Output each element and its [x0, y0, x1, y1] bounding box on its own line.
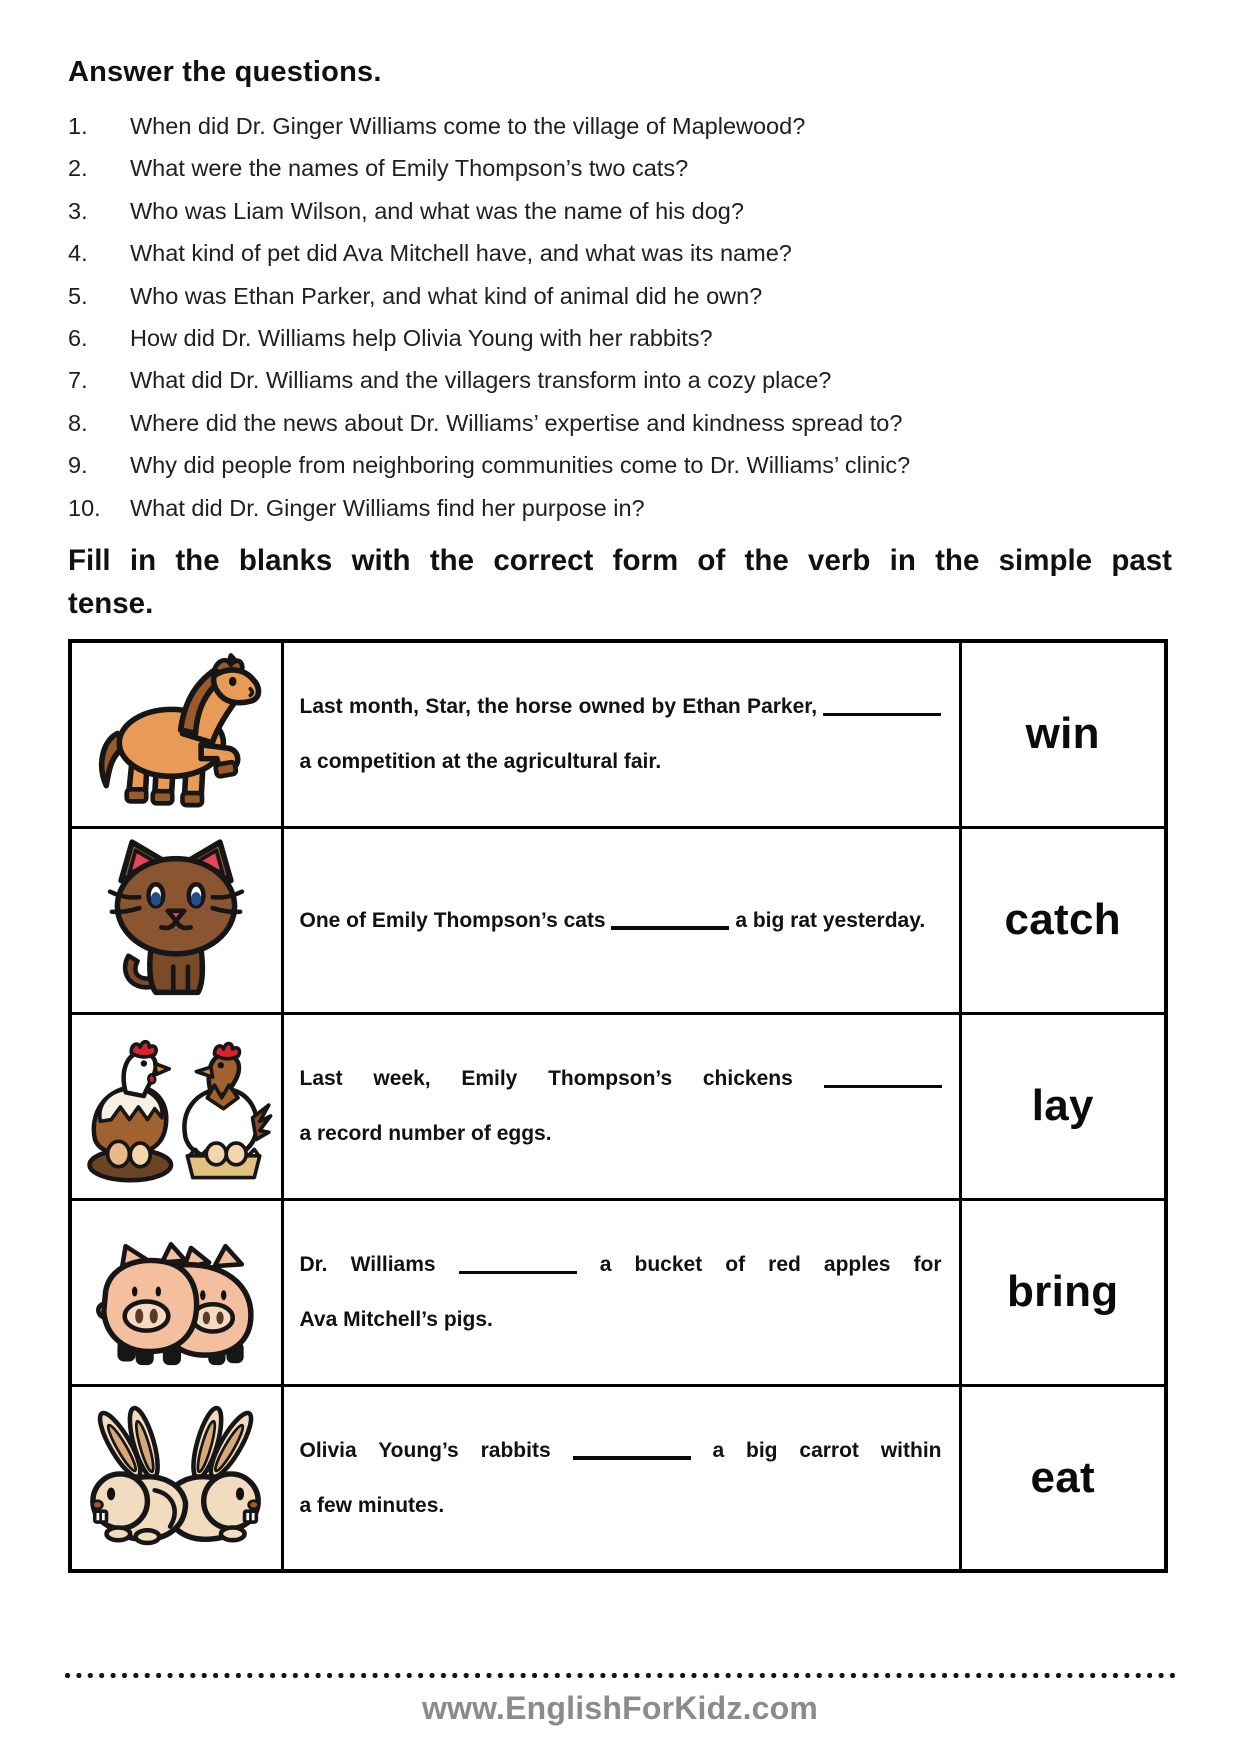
question-row	[68, 232, 1172, 274]
question-text: What were the names of Emily Thompson’s two cats?	[130, 155, 689, 182]
rabbits-image	[76, 1394, 276, 1562]
table-row-pigs	[70, 1199, 1166, 1385]
blank-line[interactable]	[824, 1085, 942, 1089]
verb-label: lay	[960, 1013, 1166, 1199]
question-number: 10.	[68, 494, 101, 521]
question-row	[68, 487, 1172, 529]
question-row	[68, 147, 1172, 189]
verb-label: win	[960, 641, 1166, 827]
pigs-image	[76, 1208, 276, 1376]
horse-image-cell	[70, 641, 282, 827]
question-row	[68, 444, 1172, 486]
questions-list	[68, 105, 1172, 529]
question-text: Where did the news about Dr. Williams’ expertise and kindness spread to?	[130, 409, 903, 436]
sentence-text	[300, 679, 942, 789]
question-text: When did Dr. Ginger Williams come to the village of Maplewood?	[130, 113, 806, 139]
question-row	[68, 402, 1172, 444]
question-number: 6.	[68, 325, 88, 352]
fill-in-blanks-table	[68, 639, 1168, 1573]
section2-title-line2: tense.	[68, 587, 154, 621]
question-number: 1.	[68, 113, 88, 139]
worksheet-content	[68, 56, 1172, 1573]
sentence-after-blank: a bucket of red apples for	[599, 1253, 942, 1277]
question-row	[68, 275, 1172, 317]
question-row	[68, 317, 1172, 359]
question-text: Who was Liam Wilson, and what was the name of his dog?	[130, 197, 744, 224]
section2-title-line1: Fill in the blanks with the correct form of the verb in the simple past	[68, 544, 1172, 578]
sentence-cell	[282, 827, 960, 1013]
sentence-before-blank: One of Emily Thompson’s cats	[299, 908, 606, 932]
table-row-cat	[70, 827, 1166, 1013]
question-row	[68, 359, 1172, 401]
question-number: 2.	[68, 155, 88, 182]
sentence-cell	[282, 641, 960, 827]
dotted-divider	[64, 1672, 1176, 1679]
question-number: 3.	[68, 197, 88, 224]
sentence-tail: yesterday.	[822, 908, 926, 932]
cat-image-cell	[70, 827, 282, 1013]
verb-label: bring	[960, 1199, 1166, 1385]
sentence-cell	[282, 1199, 960, 1385]
question-number: 4.	[68, 240, 88, 267]
sentence-text	[300, 1051, 942, 1161]
section2-title	[68, 539, 1172, 625]
sentence-text	[300, 1423, 942, 1533]
chickens-image-cell	[70, 1013, 282, 1199]
question-text: Who was Ethan Parker, and what kind of animal did he own?	[130, 282, 763, 309]
question-number: 8.	[68, 409, 88, 436]
table-row-rabbits	[70, 1385, 1166, 1571]
question-text: Why did people from neighboring communities come to Dr. Williams’ clinic?	[130, 452, 911, 479]
verb-label: catch	[960, 827, 1166, 1013]
question-number: 7.	[68, 367, 88, 394]
blank-line[interactable]	[459, 1271, 577, 1275]
sentence-after-blank: a big rat	[735, 908, 817, 932]
blank-line[interactable]	[611, 926, 729, 930]
cat-image	[81, 833, 271, 1007]
question-text: What did Dr. Williams and the villagers transform into a cozy place?	[130, 367, 832, 394]
rabbits-image-cell	[70, 1385, 282, 1571]
chickens-image	[76, 1020, 276, 1192]
sentence-cell	[282, 1013, 960, 1199]
question-row	[68, 190, 1172, 232]
verb-label: eat	[960, 1385, 1166, 1571]
sentence-after-blank: a competition at the agricultural fair.	[299, 750, 662, 774]
sentence-tail: a record number of eggs.	[299, 1122, 552, 1146]
section1-title: Answer the questions.	[68, 56, 382, 88]
footer-website-url: www.EnglishForKidz.com	[421, 1690, 819, 1726]
horse-image	[78, 648, 274, 820]
question-text: How did Dr. Williams help Olivia Young with her rabbits?	[130, 325, 713, 352]
question-text: What kind of pet did Ava Mitchell have, and what was its name?	[130, 240, 792, 267]
question-text: What did Dr. Ginger Williams find her purpose in?	[130, 494, 645, 521]
sentence-before-blank: Olivia Young’s rabbits	[299, 1438, 551, 1462]
question-row	[68, 105, 1172, 147]
sentence-tail: Ava Mitchell’s pigs.	[299, 1308, 493, 1332]
sentence-before-blank: Dr. Williams	[299, 1253, 436, 1277]
sentence-text	[300, 1237, 942, 1347]
sentence-cell	[282, 1385, 960, 1571]
table-row-chickens	[70, 1013, 1166, 1199]
sentence-after-blank: a big carrot within	[712, 1438, 942, 1462]
sentence-before-blank: Last month, Star, the horse owned by Ethan Parker,	[299, 695, 818, 719]
question-number: 9.	[68, 452, 88, 479]
table-row-horse	[70, 641, 1166, 827]
question-number: 5.	[68, 282, 88, 309]
blank-line[interactable]	[823, 713, 941, 717]
pigs-image-cell	[70, 1199, 282, 1385]
sentence-text	[300, 893, 942, 948]
sentence-tail: a few minutes.	[299, 1493, 445, 1517]
sentence-before-blank: Last week, Emily Thompson’s chickens	[299, 1067, 793, 1091]
blank-line[interactable]	[573, 1456, 691, 1460]
